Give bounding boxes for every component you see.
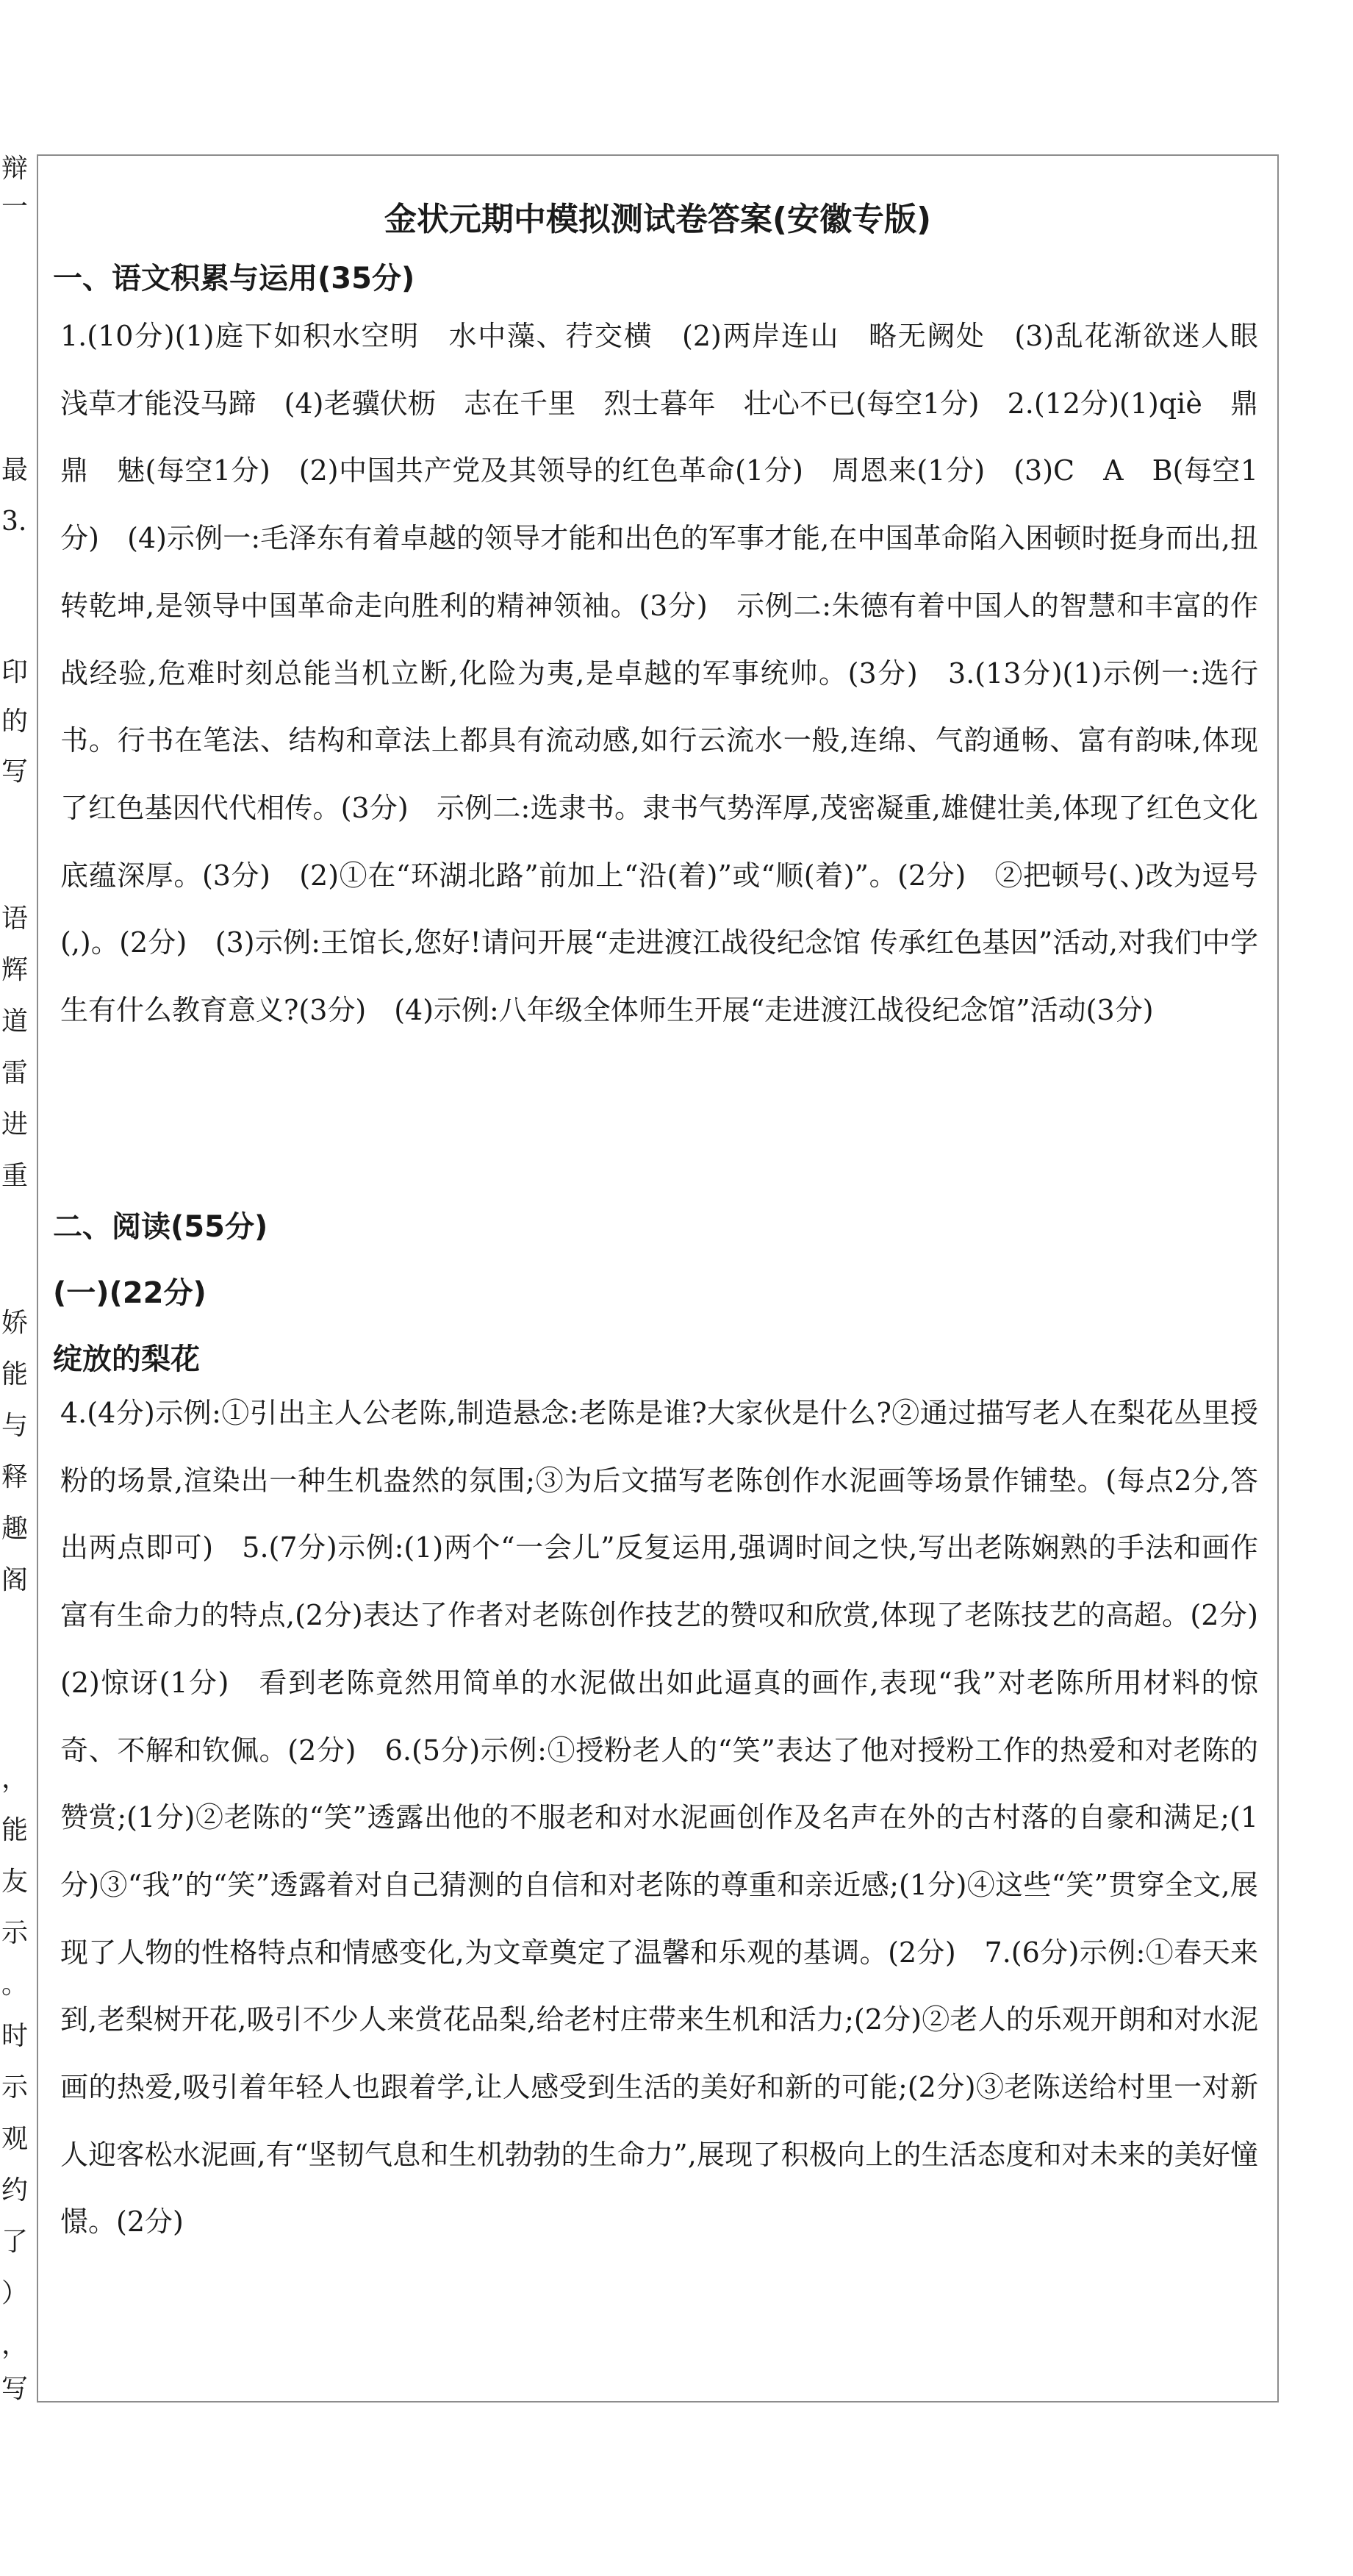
edge-fragment: 的 [1,706,29,737]
section-heading-chinese-language: 一、语文积累与运用(35分) [53,262,415,296]
subsection-heading: (一)(22分) [53,1276,207,1310]
edge-fragment: ， [1,2330,29,2360]
edge-fragment: 释 [1,1462,29,1492]
edge-fragment: 友 [1,1867,29,1897]
edge-fragment: 时 [1,2021,29,2051]
section2-answers-paragraph: 4.(4分)示例:①引出主人公老陈,制造悬念:老陈是谁?大家伙是什么?②通过描写老人在梨花丛里授粉的场景,渲染出一种生机盎然的氛围;③为后文描写老陈创作水泥画等场景作铺垫。(每点2分,答出两点即可) 5.(7分)示例:(1)两个“一会儿”反复运用,强调时间之快,写出老陈娴熟的手法和画作富有生命力的特点,(2分)表达了作者对老陈创作技艺的赞叹和欣赏,体现了老陈技艺的高超。(2分) (2)惊讶(1分) 看到老陈竟然用简单的水泥做出如此逼真的画作,表现“我”对老陈所用材料的惊奇、不解和钦佩。(2分) 6.(5分)示例:①授粉老人的“笑”表达了他对授粉工作的热爱和对老陈的赞赏;(1分)②老陈的“笑”透露出他的不服老和对水泥画创作及名声在外的古村落的自豪和满足;(1分)③“我”的“笑”透露着对自己猜测的自信和对老陈的尊重和亲近感;(1分)④这些“笑”贯穿全文,展现了人物的性格特点和情感变化,为文章奠定了温馨和乐观的基调。(2分) 7.(6分)示例:①春天来到,老梨树开花,吸引不少人来赏花品梨,给老村庄带来生机和活力;(2分)②老人的乐观开朗和对水泥画的热爱,吸引着年轻人也跟着学,让人感受到生活的美好和新的可能;(2分)③老陈送给村里一对新人迎客松水泥画,有“坚韧气息和生机勃勃的生命力”,展现了积极向上的生活态度和对未来的美好憧憬。(2分) [60,1397,1287,2239]
edge-fragment: 辉 [1,955,29,985]
edge-fragment: 道 [1,1006,29,1037]
article-title: 绽放的梨花 [53,1342,200,1376]
edge-fragment: 语 [1,904,29,934]
edge-fragment: 一 [1,192,29,222]
edge-fragment: 进 [1,1109,29,1139]
edge-fragment: 重 [1,1161,29,1191]
edge-fragment: 雷 [1,1058,29,1088]
section1-answers-paragraph: 1.(10分)(1)庭下如积水空明 水中藻、荇交横 (2)两岸连山 略无阙处 (3)乱花渐欲迷人眼 浅草才能没马蹄 (4)老骥伏枥 志在千里 烈士暮年 壮心不已(每空1分) 2.(12分)(1)qiè 鼎 鼎 魅(每空1分) (2)中国共产党及其领导的红色革命(1分) 周恩来(1分) (3)C A B(每空1分) (4)示例一:毛泽东有着卓越的领导才能和出色的军事才能,在中国革命陷入困顿时挺身而出,扭转乾坤,是领导中国革命走向胜利的精神领袖。(3分) 示例二:朱德有着中国人的智慧和丰富的作战经验,危难时刻总能当机立断,化险为夷,是卓越的军事统帅。(3分) 3.(13分)(1)示例一:选行书。行书在笔法、结构和章法上都具有流动感,如行云流水一般,连绵、气韵通畅、富有韵味,体现了红色基因代代相传。(3分) 示例二:选隶书。隶书气势浑厚,茂密凝重,雄健壮美,体现了红色文化底蕴深厚。(3分) (2)①在“环湖北路”前加上“沿(着)”或“顺(着)”。(2分) ②把顿号(、)改为逗号(,)。(2分) (3)示例:王馆长,您好!请问开展“走进渡江战役纪念馆 传承红色基因”活动,对我们中学生有什么教育意义?(3分) (4)示例:八年级全体师生开展“走进渡江战役纪念馆”活动(3分) [60,320,1287,1027]
edge-fragment: 趣 [1,1514,29,1544]
document-title: 金状元期中模拟测试卷答案(安徽专版) [384,201,932,238]
edge-fragment: 。 [1,1969,29,2000]
answer-sheet-frame [37,154,1287,2403]
edge-fragment: 能 [1,1815,29,1845]
edge-fragment: 最 [1,455,29,485]
edge-fragment: 印 [1,657,29,687]
edge-fragment: 3. [1,507,27,537]
edge-fragment: ） [1,2278,29,2308]
section-heading-reading: 二、阅读(55分) [53,1210,268,1244]
edge-fragment: 写 [1,756,29,787]
edge-fragment: ， [1,1764,29,1794]
edge-fragment: 约 [1,2175,29,2205]
edge-fragment: 示 [1,2072,29,2103]
edge-fragment: 与 [1,1411,29,1441]
edge-fragment: 阁 [1,1565,29,1595]
left-edge-margin [0,0,29,2576]
edge-fragment: 写 [1,2374,29,2404]
edge-fragment: 娇 [1,1308,29,1338]
edge-fragment: 了 [1,2227,29,2257]
edge-fragment: 辩 [1,154,29,184]
edge-fragment: 示 [1,1918,29,1948]
edge-fragment: 观 [1,2124,29,2154]
edge-fragment: 能 [1,1359,29,1389]
